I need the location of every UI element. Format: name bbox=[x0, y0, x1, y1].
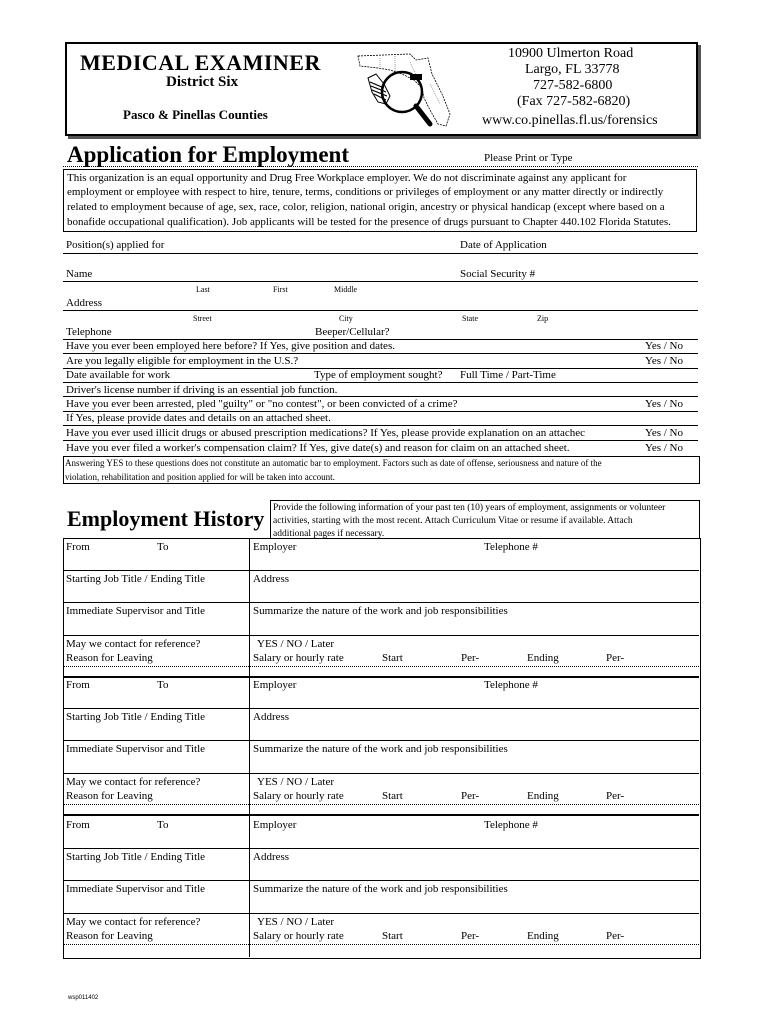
start-label: Start bbox=[382, 790, 403, 802]
ending-label: Ending bbox=[527, 790, 559, 802]
row-line bbox=[63, 425, 698, 426]
reason-label: Reason for Leaving bbox=[66, 652, 153, 664]
answering-note-line: violation, rehabilitation and position applied for will be taken into account. bbox=[65, 472, 335, 482]
contact-options[interactable]: YES / NO / Later bbox=[257, 916, 334, 928]
employer-label: Employer bbox=[253, 819, 297, 831]
contact-options[interactable]: YES / NO / Later bbox=[257, 638, 334, 650]
row-line bbox=[63, 396, 698, 397]
per-label: Per- bbox=[461, 790, 480, 802]
salary-label: Salary or hourly rate bbox=[253, 790, 344, 802]
per-label: Per- bbox=[461, 652, 480, 664]
question-employed-here: Have you ever been employed here before? If Yes, give position and dates. bbox=[66, 340, 395, 352]
ssn-label: Social Security # bbox=[460, 268, 536, 280]
ending-label: Ending bbox=[527, 930, 559, 942]
summarize-label: Summarize the nature of the work and job responsibilities bbox=[253, 605, 508, 617]
address-field-line[interactable] bbox=[63, 310, 698, 311]
row-line bbox=[63, 913, 699, 914]
yes-no-drugs[interactable]: Yes / No bbox=[645, 427, 684, 439]
contact-label: May we contact for reference? bbox=[66, 776, 201, 788]
question-drugs: Have you ever used illicit drugs or abused prescription medications? If Yes, please provide explanation on an attachec bbox=[66, 427, 585, 439]
title-underline bbox=[63, 166, 698, 167]
to-label: To bbox=[157, 819, 169, 831]
question-eligible: Are you legally eligible for employment in the U.S.? bbox=[66, 355, 299, 367]
job-title-label: Starting Job Title / Ending Title bbox=[66, 711, 206, 723]
summarize-label: Summarize the nature of the work and job responsibilities bbox=[253, 743, 508, 755]
website[interactable]: www.co.pinellas.fl.us/forensics bbox=[482, 113, 658, 128]
eeo-line: This organization is an equal opportunity and Drug Free Workplace employer. We do not discriminate against any applicant for bbox=[67, 172, 627, 184]
print-note: Please Print or Type bbox=[484, 152, 573, 164]
org-title: MEDICAL EXAMINER bbox=[80, 50, 321, 75]
district: District Six bbox=[166, 74, 239, 90]
eeo-statement bbox=[63, 169, 697, 232]
salary-label: Salary or hourly rate bbox=[253, 930, 344, 942]
supervisor-label: Immediate Supervisor and Title bbox=[66, 605, 206, 617]
positions-label: Position(s) applied for bbox=[66, 239, 165, 251]
salary-label: Salary or hourly rate bbox=[253, 652, 344, 664]
employment-history-instructions bbox=[270, 500, 700, 539]
question-license: Driver's license number if driving is an essential job function. bbox=[66, 384, 338, 396]
job-title-label: Starting Job Title / Ending Title bbox=[66, 851, 206, 863]
phone-number: 727-582-6800 bbox=[533, 78, 613, 93]
name-middle-sublabel: Middle bbox=[334, 285, 358, 294]
telephone-label: Telephone # bbox=[484, 541, 538, 553]
from-label: From bbox=[66, 819, 90, 831]
yes-no-arrested[interactable]: Yes / No bbox=[645, 398, 684, 410]
city-state-zip: Largo, FL 33778 bbox=[525, 62, 620, 77]
contact-options[interactable]: YES / NO / Later bbox=[257, 776, 334, 788]
eeo-line: related to employment because of age, sex, race, color, religion, national origin, ancestry or physical handicap (except where based on a bbox=[67, 201, 665, 213]
telephone-label: Telephone # bbox=[484, 819, 538, 831]
date-available-label: Date available for work bbox=[66, 369, 171, 381]
address-label: Address bbox=[253, 851, 290, 863]
column-divider bbox=[249, 816, 250, 957]
florida-map-magnifier-icon bbox=[350, 44, 460, 130]
to-label: To bbox=[157, 541, 169, 553]
eeo-line: bonafide occupational qualification). Job applicants will be tested for the presence of drugs pursuant to Chapter 440.102 Florida Statutes. bbox=[67, 216, 671, 228]
start-label: Start bbox=[382, 652, 403, 664]
employer-label: Employer bbox=[253, 541, 297, 553]
employer-label: Employer bbox=[253, 679, 297, 691]
row-line bbox=[63, 440, 698, 441]
job-title-label: Starting Job Title / Ending Title bbox=[66, 573, 206, 585]
name-first-sublabel: First bbox=[273, 285, 288, 294]
reason-label: Reason for Leaving bbox=[66, 930, 153, 942]
form-code: wsp011402 bbox=[68, 995, 99, 1001]
employment-history-title: Employment History bbox=[67, 506, 265, 531]
from-label: From bbox=[66, 541, 90, 553]
yes-no-eligible[interactable]: Yes / No bbox=[645, 355, 684, 367]
yes-no-workers-comp[interactable]: Yes / No bbox=[645, 442, 684, 454]
row-line bbox=[63, 804, 699, 805]
addr-street-sublabel: Street bbox=[193, 314, 212, 323]
contact-label: May we contact for reference? bbox=[66, 916, 201, 928]
column-divider bbox=[249, 676, 250, 814]
address-label: Address bbox=[66, 297, 103, 309]
row-line bbox=[63, 570, 699, 571]
answering-note-box bbox=[63, 456, 700, 484]
to-label: To bbox=[157, 679, 169, 691]
block-separator bbox=[63, 676, 699, 678]
type-options[interactable]: Full Time / Part-Time bbox=[460, 369, 556, 381]
street-address: 10900 Ulmerton Road bbox=[508, 46, 634, 61]
per-label: Per- bbox=[606, 930, 625, 942]
question-arrested: Have you ever been arrested, pled "guilty" or "no contest", or been convicted of a crime? bbox=[66, 398, 458, 410]
reason-label: Reason for Leaving bbox=[66, 790, 153, 802]
name-label: Name bbox=[66, 268, 93, 280]
row-line bbox=[63, 635, 699, 636]
supervisor-label: Immediate Supervisor and Title bbox=[66, 743, 206, 755]
instruction-line: Provide the following information of your past ten (10) years of employment, assignments or volunteer bbox=[273, 503, 666, 513]
question-arrested-details: If Yes, please provide dates and details on an attached sheet. bbox=[66, 412, 331, 424]
row-line bbox=[63, 848, 699, 849]
positions-field-line[interactable] bbox=[63, 253, 698, 254]
per-label: Per- bbox=[606, 652, 625, 664]
ending-label: Ending bbox=[527, 652, 559, 664]
telephone-label: Telephone bbox=[66, 326, 112, 338]
addr-city-sublabel: City bbox=[339, 314, 353, 323]
supervisor-label: Immediate Supervisor and Title bbox=[66, 883, 206, 895]
per-label: Per- bbox=[606, 790, 625, 802]
counties: Pasco & Pinellas Counties bbox=[123, 107, 268, 122]
fax-number: (Fax 727-582-6820) bbox=[517, 94, 631, 109]
question-workers-comp: Have you ever filed a worker's compensation claim? If Yes, give date(s) and reason for claim on an attached sheet. bbox=[66, 442, 570, 454]
summarize-label: Summarize the nature of the work and job responsibilities bbox=[253, 883, 508, 895]
block-separator bbox=[63, 814, 699, 816]
row-line bbox=[63, 708, 699, 709]
address-label: Address bbox=[253, 573, 290, 585]
date-of-application-label: Date of Application bbox=[460, 239, 547, 251]
yes-no-employed-here[interactable]: Yes / No bbox=[645, 340, 684, 352]
from-label: From bbox=[66, 679, 90, 691]
row-line bbox=[63, 773, 699, 774]
start-label: Start bbox=[382, 930, 403, 942]
row-line bbox=[63, 353, 698, 354]
name-last-sublabel: Last bbox=[196, 285, 210, 294]
name-field-line[interactable] bbox=[63, 281, 698, 282]
addr-state-sublabel: State bbox=[462, 314, 478, 323]
column-divider bbox=[249, 538, 250, 676]
telephone-label: Telephone # bbox=[484, 679, 538, 691]
address-label: Address bbox=[253, 711, 290, 723]
addr-zip-sublabel: Zip bbox=[537, 314, 549, 323]
answering-note-line: Answering YES to these questions does not constitute an automatic bar to employment. Factors such as date of offense, seriousness and nature of the bbox=[65, 458, 602, 468]
row-line bbox=[63, 880, 699, 881]
contact-label: May we contact for reference? bbox=[66, 638, 201, 650]
type-sought-label: Type of employment sought? bbox=[314, 369, 443, 381]
beeper-label: Beeper/Cellular? bbox=[315, 326, 390, 338]
row-line bbox=[63, 666, 699, 667]
instruction-line: activities, starting with the most recent. Attach Curriculum Vitae or resume if available. Attach bbox=[273, 516, 633, 526]
instruction-line: additional pages if necessary. bbox=[273, 529, 385, 539]
eeo-line: employment or employee with respect to hire, tenure, terms, conditions or privileges of employment or any matter directly or indirectly bbox=[67, 186, 664, 198]
row-line bbox=[63, 740, 699, 741]
form-title: Application for Employment bbox=[67, 142, 349, 167]
row-line bbox=[63, 944, 699, 945]
row-line bbox=[63, 602, 699, 603]
per-label: Per- bbox=[461, 930, 480, 942]
row-line bbox=[63, 382, 698, 383]
